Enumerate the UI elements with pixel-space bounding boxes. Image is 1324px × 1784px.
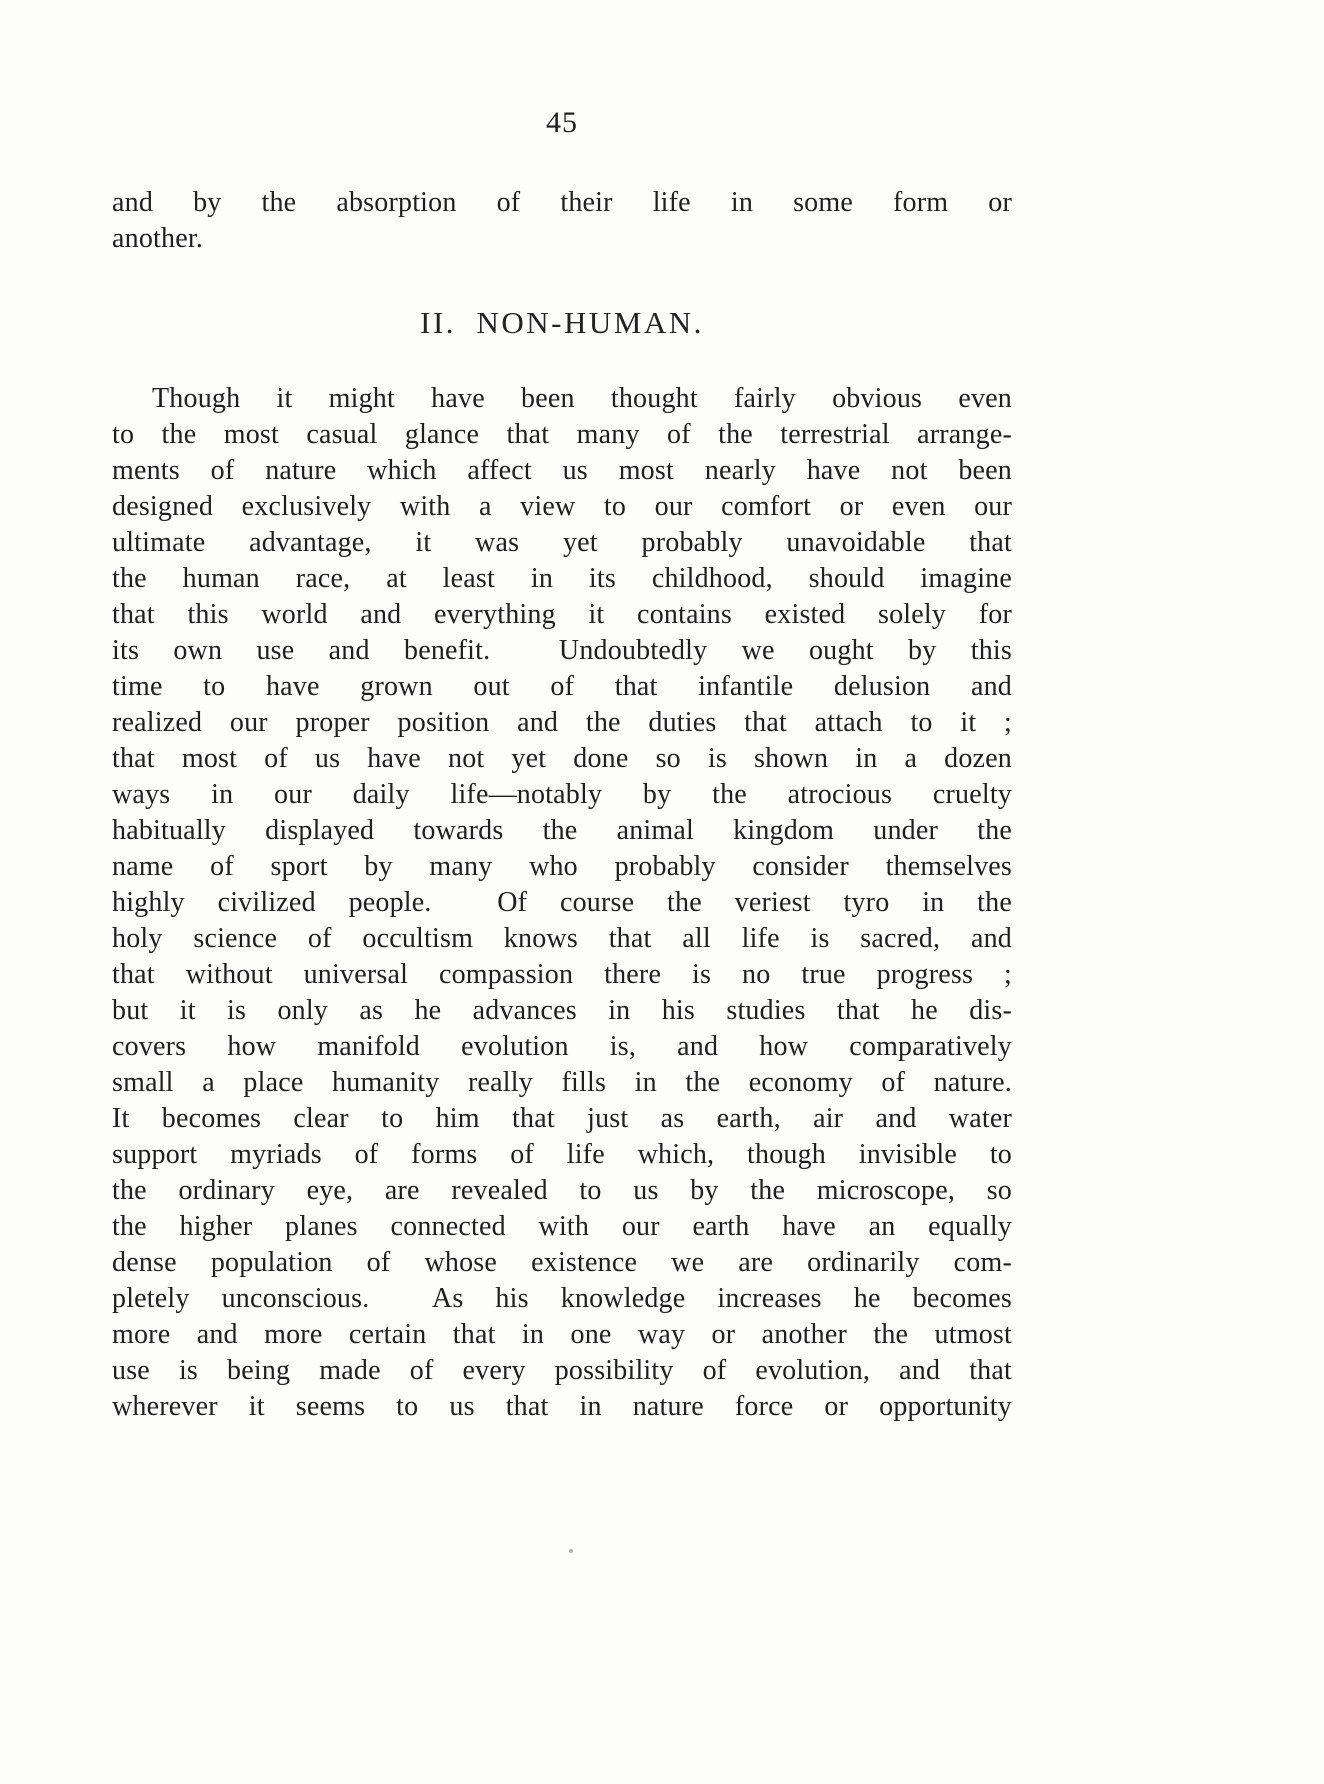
text-line: that without universal compassion there is no true progress ; xyxy=(112,959,1012,990)
text-line: the ordinary eye, are revealed to us by the microscope, so xyxy=(112,1175,1012,1206)
text-line: It becomes clear to him that just as earth, air and water xyxy=(112,1103,1012,1134)
paragraph xyxy=(112,381,1012,1425)
text-line: covers how manifold evolution is, and how comparatively xyxy=(112,1031,1012,1062)
text-line: Though it might have been thought fairly obvious even xyxy=(152,383,1012,414)
text-line: use is being made of every possibility of evolution, and that xyxy=(112,1355,1012,1386)
text-line: another. xyxy=(112,223,204,254)
text-line: the higher planes connected with our earth have an equally xyxy=(112,1211,1012,1242)
text-line: pletely unconscious. As his knowledge increases he becomes xyxy=(112,1283,1012,1314)
text-line: small a place humanity really fills in the economy of nature. xyxy=(112,1067,1012,1098)
text-line: wherever it seems to us that in nature force or opportunity xyxy=(112,1391,1012,1422)
text-line: but it is only as he advances in his studies that he dis- xyxy=(112,995,1012,1026)
text-line: designed exclusively with a view to our comfort or even our xyxy=(112,491,1012,522)
text-line: and by the absorption of their life in some form or xyxy=(112,187,1012,218)
scan-speck xyxy=(569,1549,573,1553)
text-line: ments of nature which affect us most nearly have not been xyxy=(112,455,1012,486)
section-heading: II. NON-HUMAN. xyxy=(420,305,704,340)
text-line: highly civilized people. Of course the veriest tyro in the xyxy=(112,887,1012,918)
text-line: support myriads of forms of life which, though invisible to xyxy=(112,1139,1012,1170)
text-line: the human race, at least in its childhood, should imagine xyxy=(112,563,1012,594)
page-number: 45 xyxy=(546,106,578,139)
text-line: time to have grown out of that infantile delusion and xyxy=(112,671,1012,702)
text-line: that this world and everything it contains existed solely for xyxy=(112,599,1012,630)
page-body xyxy=(112,185,1012,1425)
text-line: ways in our daily life—notably by the atrocious cruelty xyxy=(112,779,1012,810)
text-line: realized our proper position and the duties that attach to it ; xyxy=(112,707,1012,738)
text-line: ultimate advantage, it was yet probably unavoidable that xyxy=(112,527,1012,558)
text-line: its own use and benefit. Undoubtedly we ought by this xyxy=(112,635,1012,666)
text-line: dense population of whose existence we are ordinarily com- xyxy=(112,1247,1012,1278)
paragraph xyxy=(112,185,1012,257)
text-line: holy science of occultism knows that all life is sacred, and xyxy=(112,923,1012,954)
text-line: name of sport by many who probably consider themselves xyxy=(112,851,1012,882)
text-line: habitually displayed towards the animal kingdom under the xyxy=(112,815,1012,846)
text-line: that most of us have not yet done so is shown in a dozen xyxy=(112,743,1012,774)
text-line: to the most casual glance that many of the terrestrial arrange- xyxy=(112,419,1012,450)
text-line: more and more certain that in one way or another the utmost xyxy=(112,1319,1012,1350)
scanned-page xyxy=(112,104,1012,1425)
